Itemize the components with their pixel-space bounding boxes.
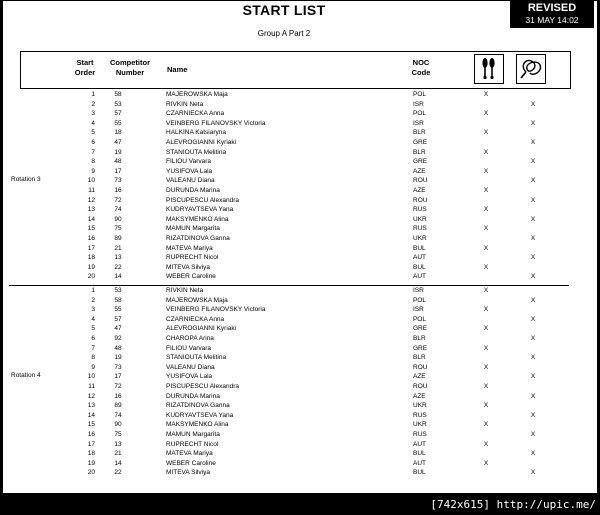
noc-code-cell: ROU xyxy=(413,196,428,204)
table-row xyxy=(3,128,597,138)
start-order-cell: 15 xyxy=(87,421,95,429)
clubs-mark-cell: X xyxy=(483,225,489,233)
noc-code-cell: RUS xyxy=(413,411,427,419)
competitor-number-cell: 55 xyxy=(114,119,122,127)
competitor-number-cell: 72 xyxy=(114,383,122,390)
start-order-cell: 4 xyxy=(91,119,95,127)
start-order-cell: 15 xyxy=(87,225,95,233)
table-row xyxy=(3,196,597,206)
competitor-number-cell: 17 xyxy=(114,167,122,175)
competitor-header-line1: Competitor xyxy=(110,58,150,67)
competitor-name-cell: RIZATDINOVA Ganna xyxy=(166,235,230,242)
table-row xyxy=(3,234,597,244)
competitor-name-cell: CZARNIECKA Anna xyxy=(166,110,225,118)
ribbon-mark-cell: X xyxy=(530,431,536,438)
competitor-name-cell: MATEVA Mariya xyxy=(166,244,213,252)
competitor-number-cell: 53 xyxy=(114,100,122,108)
competitor-name-cell: RIVKIN Neta xyxy=(166,100,204,108)
competitor-number-cell: 17 xyxy=(114,373,122,381)
competitor-number-cell: 57 xyxy=(114,110,122,118)
rotation-label: Rotation 3 xyxy=(11,176,41,184)
competitor-name-cell: MAJEROWSKA Maja xyxy=(166,91,228,98)
start-order-cell: 6 xyxy=(91,335,95,342)
page-subtitle: Group A Part 2 xyxy=(257,29,311,38)
start-order-cell: 7 xyxy=(91,344,95,352)
table-row xyxy=(3,324,597,334)
start-order-cell: 1 xyxy=(91,287,95,294)
start-list-page xyxy=(3,1,597,493)
competitor-number-cell: 48 xyxy=(114,158,122,166)
table-row xyxy=(3,449,597,459)
competitor-number-cell: 90 xyxy=(114,215,122,223)
start-order-cell: 10 xyxy=(87,373,95,381)
competitor-name-cell: KUDRYAVTSEVA Yana xyxy=(166,206,234,214)
table-row xyxy=(3,167,597,177)
competitor-number-cell: 14 xyxy=(114,459,122,467)
competitor-name-cell: KUDRYAVTSEVA Yana xyxy=(166,411,234,419)
competitor-number-cell: 19 xyxy=(114,148,122,156)
competitor-name-cell: VEINBERG FILANOVSKY Victoria xyxy=(166,119,266,127)
noc-code-cell: BLR xyxy=(413,335,426,342)
competitor-name-cell: YUSIFOVA Lala xyxy=(166,167,213,175)
competitor-name-cell: CHAROPA Arina xyxy=(166,335,214,342)
competitor-number-cell: 72 xyxy=(114,196,122,204)
noc-code-cell: ROU xyxy=(413,363,428,371)
competitor-name-cell: MAKSYMENKO Alina xyxy=(166,421,229,429)
clubs-mark-cell: X xyxy=(483,244,489,252)
noc-header-line2: Code xyxy=(411,68,431,77)
table-row xyxy=(3,90,597,100)
competitor-number-cell: 73 xyxy=(114,363,122,371)
competitor-number-cell: 74 xyxy=(114,206,122,214)
clubs-mark-cell: X xyxy=(483,91,489,98)
competitor-number-cell: 89 xyxy=(114,402,122,410)
start-order-header xyxy=(65,58,105,78)
start-order-cell: 16 xyxy=(87,235,95,242)
rotation-label: Rotation 4 xyxy=(11,372,41,380)
table-row xyxy=(3,286,597,296)
ribbon-mark-cell: X xyxy=(530,354,536,362)
noc-code-cell: BUL xyxy=(413,263,426,271)
competitor-number-cell: 74 xyxy=(114,411,122,419)
table-row xyxy=(3,440,597,450)
clubs-mark-cell: X xyxy=(483,402,489,410)
table-row xyxy=(3,100,597,110)
competitor-name-cell: STANIOUTA Melitina xyxy=(166,354,227,362)
competitor-name-cell: HALKINA Katsiaryna xyxy=(166,129,226,137)
start-order-cell: 6 xyxy=(91,139,95,146)
competitor-number-cell: 48 xyxy=(114,344,122,352)
revised-date: 31 MAY 14:02 xyxy=(525,15,579,25)
competitor-name-cell: MITEVA Silviya xyxy=(166,263,210,271)
start-order-cell: 7 xyxy=(91,148,95,156)
start-order-cell: 5 xyxy=(91,129,95,137)
table-row xyxy=(3,157,597,167)
ribbon-mark-cell: X xyxy=(530,235,536,242)
competitor-number-cell: 19 xyxy=(114,354,122,362)
noc-header xyxy=(404,58,438,78)
name-header: Name xyxy=(167,65,188,74)
table-row xyxy=(3,244,597,254)
competitor-name-cell: RUPRECHT Nicol xyxy=(166,254,219,262)
competitor-name-cell: ALEVROGIANNI Kyriaki xyxy=(166,325,237,333)
competitor-name-cell: STANIOUTA Melitina xyxy=(166,148,227,156)
noc-code-cell: ISR xyxy=(413,306,424,314)
competitor-name-cell: DURUNDA Marina xyxy=(166,187,220,194)
clubs-mark-cell: X xyxy=(483,148,489,156)
ribbon-mark-cell: X xyxy=(530,373,536,381)
ribbon-mark-cell: X xyxy=(530,254,536,262)
table-row xyxy=(3,176,597,186)
table-row xyxy=(3,272,597,282)
noc-code-cell: ISR xyxy=(413,119,424,127)
ribbon-mark-cell: X xyxy=(530,411,536,419)
table-row xyxy=(3,109,597,119)
competitor-number-cell: 58 xyxy=(114,296,122,304)
start-order-cell: 14 xyxy=(87,411,95,419)
start-order-cell: 1 xyxy=(91,91,95,98)
clubs-mark-cell: X xyxy=(483,344,489,352)
clubs-mark-cell: X xyxy=(483,263,489,271)
ribbon-mark-cell: X xyxy=(530,158,536,166)
table-row xyxy=(3,344,597,354)
ribbon-icon xyxy=(516,54,546,84)
clubs-mark-cell: X xyxy=(483,110,489,118)
table-row xyxy=(3,363,597,373)
revised-label: REVISED xyxy=(527,2,577,14)
noc-code-cell: POL xyxy=(413,296,427,304)
table-row xyxy=(3,392,597,402)
clubs-mark-cell: X xyxy=(483,459,489,467)
competitor-number-cell: 13 xyxy=(114,254,122,262)
competitor-number-cell: 53 xyxy=(114,287,122,294)
table-row xyxy=(3,215,597,225)
clubs-mark-cell: X xyxy=(483,187,489,194)
competitor-number-cell: 89 xyxy=(114,235,122,242)
table-row xyxy=(3,205,597,215)
clubs-mark-cell: X xyxy=(483,363,489,371)
start-order-cell: 11 xyxy=(88,187,95,194)
table-row xyxy=(3,224,597,234)
competitor-number-cell: 73 xyxy=(114,177,122,185)
competitor-number-cell: 47 xyxy=(114,325,122,333)
start-order-cell: 13 xyxy=(87,206,95,214)
rotation-divider xyxy=(9,285,569,286)
start-order-cell: 11 xyxy=(88,383,95,390)
start-order-cell: 14 xyxy=(87,215,95,223)
competitor-number-cell: 18 xyxy=(114,129,122,137)
table-row xyxy=(3,401,597,411)
noc-code-cell: BLR xyxy=(413,148,426,156)
ribbon-mark-cell: X xyxy=(530,392,536,400)
competitor-name-cell: WEBER Caroline xyxy=(166,459,216,467)
noc-code-cell: RUS xyxy=(413,206,427,214)
start-order-cell: 2 xyxy=(91,296,95,304)
noc-code-cell: AZE xyxy=(413,392,426,400)
start-order-cell: 9 xyxy=(91,363,95,371)
competitor-name-cell: YUSIFOVA Lala xyxy=(166,373,213,381)
noc-code-cell: ROU xyxy=(413,383,428,390)
competitor-name-cell: DURUNDA Marina xyxy=(166,392,220,400)
competitor-number-cell: 92 xyxy=(114,335,122,342)
table-row xyxy=(3,315,597,325)
clubs-mark-cell: X xyxy=(483,167,489,175)
ribbon-mark-cell: X xyxy=(530,273,536,281)
noc-code-cell: GRE xyxy=(413,344,428,352)
noc-code-cell: BLR xyxy=(413,129,426,137)
noc-code-cell: GRE xyxy=(413,139,428,146)
noc-code-cell: GRE xyxy=(413,325,428,333)
ribbon-mark-cell: X xyxy=(530,335,536,342)
clubs-mark-cell: X xyxy=(483,206,489,214)
ribbon-mark-cell: X xyxy=(530,469,536,477)
start-order-cell: 3 xyxy=(91,306,95,314)
competitor-name-cell: WEBER Caroline xyxy=(166,273,216,281)
competitor-name-cell: ALEVROGIANNI Kyriaki xyxy=(166,139,237,146)
table-row xyxy=(3,459,597,469)
clubs-mark-cell: X xyxy=(483,306,489,314)
start-order-cell: 5 xyxy=(91,325,95,333)
competitor-number-cell: 13 xyxy=(114,440,122,448)
competitor-number-cell: 16 xyxy=(114,392,122,400)
competitor-name-cell: MAMUN Margarita xyxy=(166,225,220,233)
noc-code-cell: BUL xyxy=(413,469,426,477)
table-row xyxy=(3,411,597,421)
competitor-name-cell: RUPRECHT Nicol xyxy=(166,440,219,448)
clubs-mark-cell: X xyxy=(483,129,489,137)
table-row xyxy=(3,353,597,363)
revised-badge xyxy=(510,1,594,28)
start-order-header-line1: Start xyxy=(76,58,94,67)
competitor-number-header xyxy=(105,58,155,78)
table-row xyxy=(3,119,597,129)
competitor-number-cell: 47 xyxy=(114,139,122,146)
competitor-number-cell: 21 xyxy=(114,450,122,458)
competitor-name-cell: FILIOU Varvara xyxy=(166,158,212,166)
noc-code-cell: POL xyxy=(413,91,427,98)
start-order-cell: 18 xyxy=(87,254,95,262)
table-row xyxy=(3,253,597,263)
start-order-cell: 17 xyxy=(87,244,95,252)
competitor-name-cell: VALEANU Diana xyxy=(166,177,215,185)
competitor-header-line2: Number xyxy=(115,68,145,77)
competitor-name-cell: MAKSYMENKO Alina xyxy=(166,215,229,223)
start-order-cell: 4 xyxy=(91,315,95,323)
ribbon-mark-cell: X xyxy=(530,315,536,323)
competitor-number-cell: 21 xyxy=(114,244,122,252)
start-order-cell: 13 xyxy=(87,402,95,410)
noc-code-cell: RUS xyxy=(413,431,427,438)
start-order-cell: 16 xyxy=(87,431,95,438)
table-row xyxy=(3,372,597,382)
noc-code-cell: ISR xyxy=(413,287,424,294)
competitor-name-cell: MAJEROWSKA Maja xyxy=(166,296,228,304)
noc-code-cell: BUL xyxy=(413,450,426,458)
competitor-number-cell: 22 xyxy=(114,263,122,271)
start-order-cell: 20 xyxy=(87,469,95,477)
start-order-header-line2: Order xyxy=(74,68,96,77)
clubs-mark-cell: X xyxy=(483,287,489,294)
noc-header-line1: NOC xyxy=(412,58,430,67)
noc-code-cell: RUS xyxy=(413,225,427,233)
table-row xyxy=(3,296,597,306)
start-order-cell: 17 xyxy=(87,440,95,448)
competitor-name-cell: CZARNIECKA Anna xyxy=(166,315,225,323)
noc-code-cell: AUT xyxy=(413,440,426,448)
noc-code-cell: UKR xyxy=(413,402,427,410)
competitor-name-cell: RIVKIN Neta xyxy=(166,287,204,294)
competitor-number-cell: 14 xyxy=(114,273,122,281)
noc-code-cell: AUT xyxy=(413,273,426,281)
start-order-cell: 8 xyxy=(91,354,95,362)
competitor-number-cell: 58 xyxy=(114,91,122,98)
table-row xyxy=(3,305,597,315)
noc-code-cell: UKR xyxy=(413,215,427,223)
competitor-number-cell: 57 xyxy=(114,315,122,323)
table-row xyxy=(3,263,597,273)
clubs-mark-cell: X xyxy=(483,421,489,429)
ribbon-mark-cell: X xyxy=(530,450,536,458)
table-header xyxy=(20,51,571,89)
start-order-cell: 12 xyxy=(87,392,95,400)
noc-code-cell: BLR xyxy=(413,354,426,362)
start-order-cell: 10 xyxy=(87,177,95,185)
start-order-cell: 19 xyxy=(87,263,95,271)
noc-code-cell: ISR xyxy=(413,100,424,108)
noc-code-cell: AUT xyxy=(413,459,426,467)
competitor-name-cell: PISCUPESCU Alexandra xyxy=(166,196,239,204)
start-order-cell: 19 xyxy=(87,459,95,467)
table-row xyxy=(3,138,597,148)
competitor-number-cell: 22 xyxy=(114,469,122,477)
table-row xyxy=(3,148,597,158)
noc-code-cell: UKR xyxy=(413,235,427,242)
ribbon-mark-cell: X xyxy=(530,196,536,204)
table-row xyxy=(3,334,597,344)
noc-code-cell: GRE xyxy=(413,158,428,166)
table-row xyxy=(3,430,597,440)
table-row xyxy=(3,420,597,430)
clubs-mark-cell: X xyxy=(483,383,489,390)
competitor-name-cell: MAMUN Margarita xyxy=(166,431,220,438)
start-order-cell: 9 xyxy=(91,167,95,175)
table-row xyxy=(3,186,597,196)
start-order-cell: 2 xyxy=(91,100,95,108)
competitor-number-cell: 55 xyxy=(114,306,122,314)
page-title: START LIST xyxy=(242,2,326,18)
clubs-mark-cell: X xyxy=(483,440,489,448)
start-order-cell: 12 xyxy=(87,196,95,204)
competitor-number-cell: 16 xyxy=(114,187,122,194)
competitor-name-cell: RIZATDINOVA Ganna xyxy=(166,402,230,410)
competitor-name-cell: VEINBERG FILANOVSKY Victoria xyxy=(166,306,266,314)
noc-code-cell: AUT xyxy=(413,254,426,262)
ribbon-mark-cell: X xyxy=(530,296,536,304)
ribbon-mark-cell: X xyxy=(530,139,536,146)
ribbon-mark-cell: X xyxy=(530,177,536,185)
noc-code-cell: AZE xyxy=(413,187,426,194)
ribbon-mark-cell: X xyxy=(530,215,536,223)
noc-code-cell: POL xyxy=(413,110,427,118)
noc-code-cell: POL xyxy=(413,315,427,323)
watermark-text: [742x615] http://upic.me/ xyxy=(430,498,596,511)
competitor-number-cell: 75 xyxy=(114,431,122,438)
start-order-cell: 8 xyxy=(91,158,95,166)
noc-code-cell: AZE xyxy=(413,167,426,175)
ribbon-mark-cell: X xyxy=(530,119,536,127)
start-order-cell: 3 xyxy=(91,110,95,118)
competitor-name-cell: FILIOU Varvara xyxy=(166,344,212,352)
competitor-name-cell: VALEANU Diana xyxy=(166,363,215,371)
competitor-name-cell: PISCUPESCU Alexandra xyxy=(166,383,239,390)
competitor-number-cell: 90 xyxy=(114,421,122,429)
clubs-mark-cell: X xyxy=(483,325,489,333)
competitor-name-cell: MITEVA Silviya xyxy=(166,469,210,477)
ribbon-mark-cell: X xyxy=(530,100,536,108)
noc-code-cell: BUL xyxy=(413,244,426,252)
noc-code-cell: AZE xyxy=(413,373,426,381)
competitor-number-cell: 75 xyxy=(114,225,122,233)
noc-code-cell: UKR xyxy=(413,421,427,429)
start-order-cell: 20 xyxy=(87,273,95,281)
competitor-name-cell: MATEVA Mariya xyxy=(166,450,213,458)
table-row xyxy=(3,468,597,478)
noc-code-cell: ROU xyxy=(413,177,428,185)
clubs-icon xyxy=(474,54,504,84)
table-row xyxy=(3,382,597,392)
start-order-cell: 18 xyxy=(87,450,95,458)
